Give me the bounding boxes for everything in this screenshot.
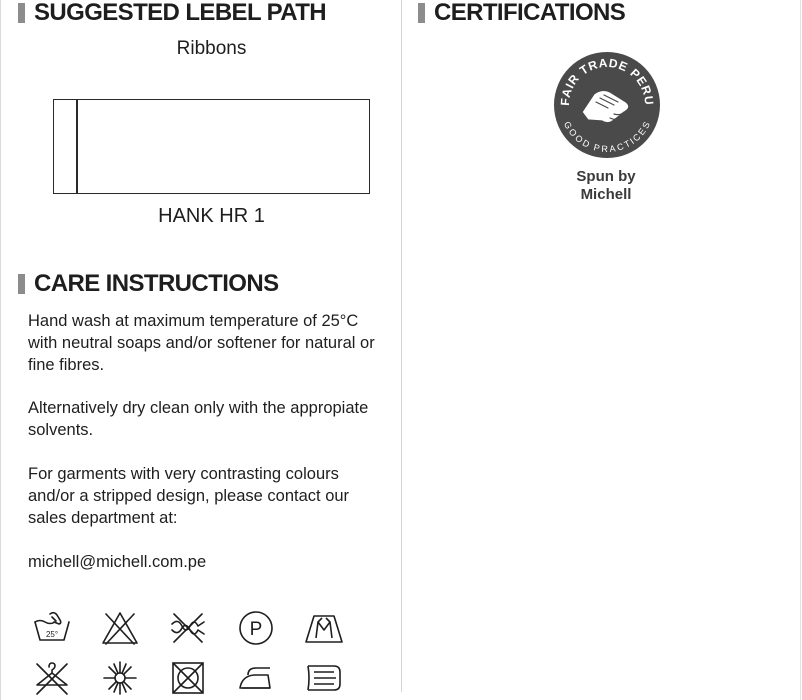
care-paragraph-dryclean: Alternatively dry clean only with the appropiate solvents. (28, 399, 369, 439)
column-divider (401, 0, 402, 692)
care-heading-text: CARE INSTRUCTIONS (34, 270, 279, 297)
care-paragraph-contact: For garments with very contrasting colours and/or a stripped design, please contact our sales department at: (28, 465, 350, 527)
spun-by-brand: Michell (580, 186, 632, 203)
contact-email[interactable]: michell@michell.com.pe (28, 553, 207, 571)
care-paragraph-wash: Hand wash at maximum temperature of 25°C with neutral soaps and/or softener for natural or fine fibres. (28, 312, 375, 374)
heading-bar-icon (18, 3, 25, 23)
wash-temp-text: 25° (45, 630, 59, 639)
label-path-heading (18, 0, 326, 26)
badge-top-text: FAIR TRADE PERU (557, 55, 657, 107)
label-path-heading-text: SUGGESTED LEBEL PATH (34, 0, 327, 26)
dryclean-letter: P (249, 619, 263, 640)
certifications-heading (418, 0, 625, 26)
spun-by-line: Spun by (576, 168, 636, 185)
badge-bottom-text: GOOD PRACTICES (561, 119, 653, 155)
dry-flat-icon (304, 608, 344, 648)
fold-icon (304, 658, 344, 698)
heading-bar-icon (18, 274, 25, 294)
label-fold-line (76, 100, 78, 193)
hand-wash-25-icon (32, 608, 72, 648)
page-right-edge (800, 0, 801, 700)
spun-by-caption (556, 168, 656, 204)
do-not-hang-icon (32, 658, 72, 698)
do-not-tumble-icon (100, 658, 140, 698)
certifications-heading-text: CERTIFICATIONS (434, 0, 626, 26)
label-name: HANK HR 1 (158, 205, 265, 227)
page-left-edge (0, 0, 1, 700)
care-heading (18, 270, 278, 298)
do-not-bleach-icon (100, 608, 140, 648)
heading-bar-icon (418, 3, 425, 23)
fair-trade-badge (552, 50, 662, 160)
care-symbols (32, 608, 372, 698)
dry-clean-p-icon (236, 608, 276, 648)
label-diagram (53, 99, 370, 194)
iron-icon (236, 658, 276, 698)
do-not-tumble-dry-icon (168, 658, 208, 698)
ribbons-caption: Ribbons (176, 38, 247, 59)
do-not-wring-icon (168, 608, 208, 648)
